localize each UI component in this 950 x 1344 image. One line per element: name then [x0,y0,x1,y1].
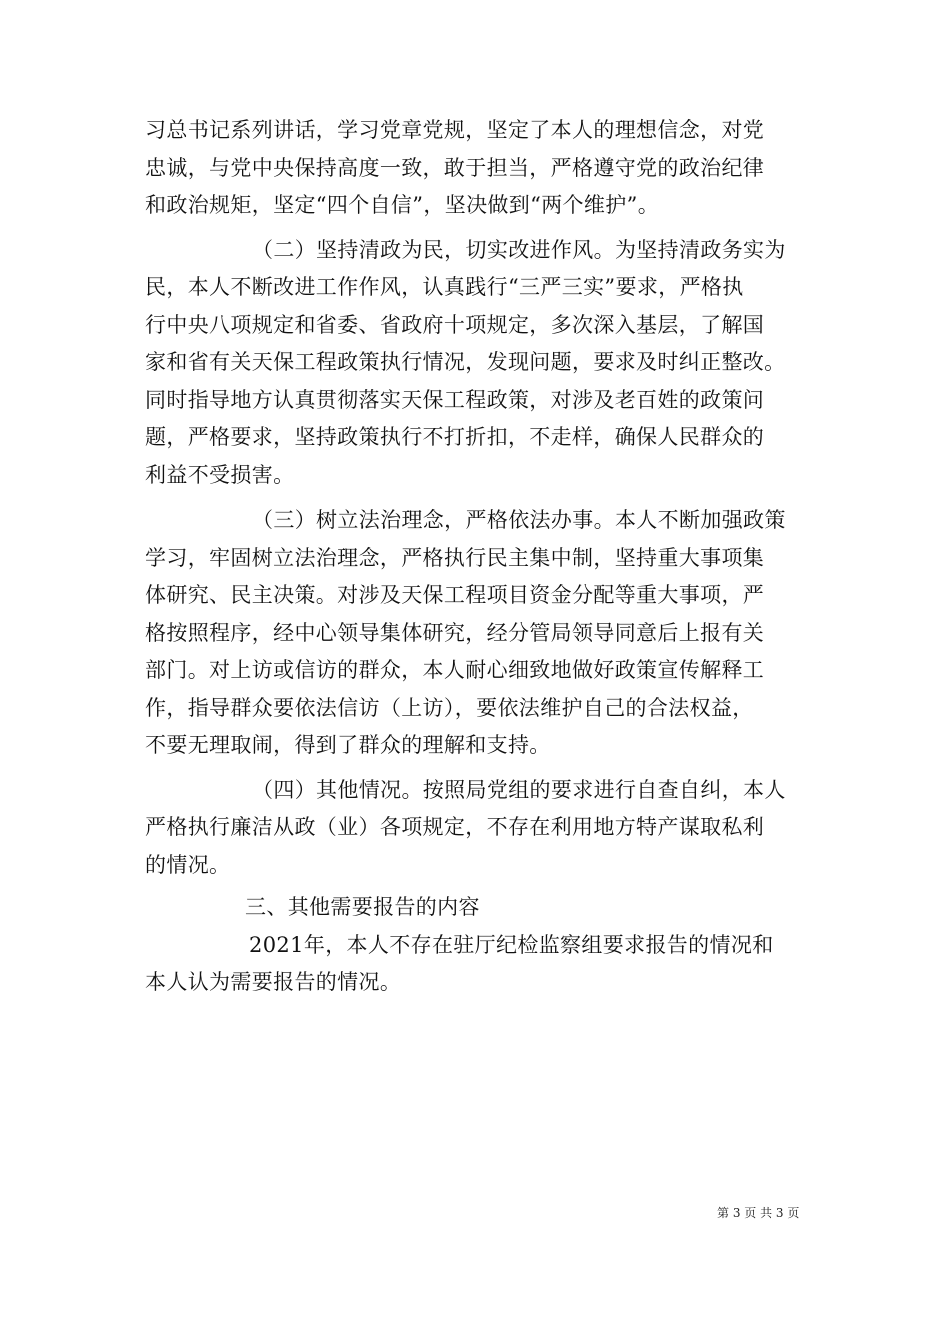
paragraph-section-3 [145,502,810,765]
text-line: （三）树立法治理念，严格依法办事。本人不断加强政策 [252,508,786,532]
text-line: 格按照程序，经中心领导集体研究，经分管局领导同意后上报有关 [145,620,765,645]
text-line: 作，指导群众要依法信访（上访），要依法维护自己的合法权益， [145,695,754,720]
text-line: 家和省有关天保工程政策执行情况，发现问题，要求及时纠正整改。 [145,350,786,374]
text-line: 民，本人不断改进工作作风，认真践行“三严三实”要求，严格执 [145,275,744,299]
text-line: 的情况。 [145,852,231,877]
text-line: 学习，牢固树立法治理念，严格执行民主集中制，坚持重大事项集 [145,545,765,570]
text-line: 2021年，本人不存在驻厅纪检监察组要求报告的情况和 [249,932,774,957]
text-line: 体研究、民主决策。对涉及天保工程项目资金分配等重大事项，严 [145,583,765,607]
text-line: 同时指导地方认真贯彻落实天保工程政策，对涉及老百姓的政策问 [145,387,765,412]
text-line: 题，严格要求，坚持政策执行不打折扣，不走样，确保人民群众的 [145,425,765,449]
text-line: 忠诚，与党中央保持高度一致，敢于担当，严格遵守党的政治纪律 [145,155,765,180]
text-line: 部门。对上访或信访的群众，本人耐心细致地做好政策宣传解释工 [145,658,765,682]
section-heading [145,889,810,927]
text-line: 行中央八项规定和省委、省政府十项规定，多次深入基层，了解国 [145,312,765,337]
text-line: 严格执行廉洁从政（业）各项规定，不存在利用地方特产谋取私利 [145,815,765,839]
text-line: 习总书记系列讲话，学习党章党规，坚定了本人的理想信念，对党 [145,118,765,142]
text-line: 利益不受损害。 [145,462,295,487]
text-line: （四）其他情况。按照局党组的要求进行自查自纠，本人 [252,777,786,802]
text-line: 三、其他需要报告的内容 [245,895,480,919]
paragraph-final [145,927,810,1002]
document-body [145,112,810,1002]
text-line: 和政治规矩，坚定“四个自信”，坚决做到“两个维护”。 [145,193,660,217]
text-line: 本人认为需要报告的情况。 [145,970,402,994]
paragraph-section-4 [145,772,810,885]
page-number-footer: 第 3 页 共 3 页 [717,1206,800,1220]
paragraph-section-2 [145,232,810,495]
text-line: 不要无理取闹，得到了群众的理解和支持。 [145,733,551,757]
text-line: （二）坚持清政为民，切实改进作风。为坚持清政务实为 [252,237,786,262]
paragraph-continuation [145,112,810,225]
